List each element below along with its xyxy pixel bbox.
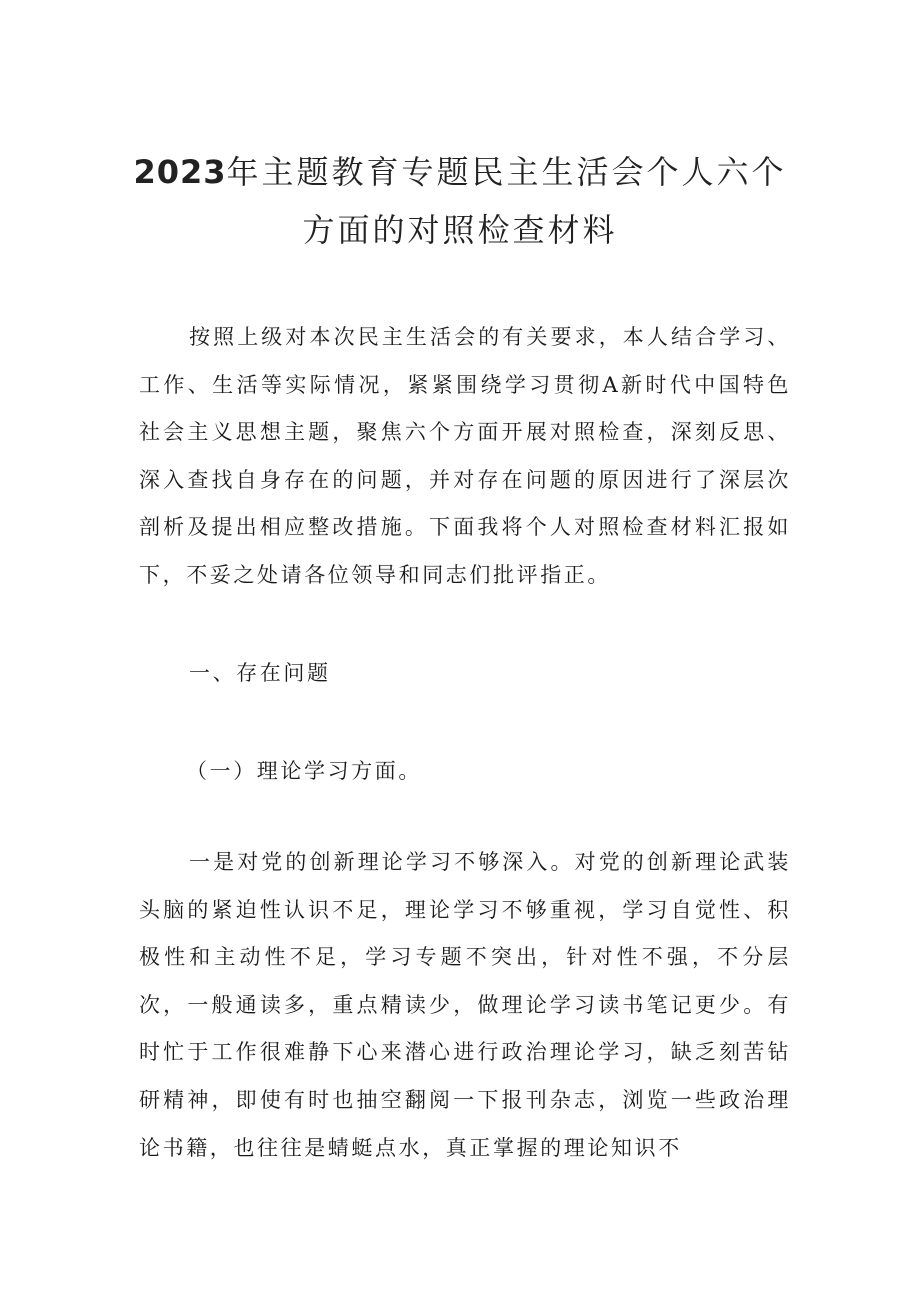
subsection-heading-theory: （一）理论学习方面。	[186, 759, 422, 783]
title-year: 2023	[133, 153, 227, 192]
document-title	[100, 143, 820, 259]
section-heading-problems: 一、存在问题	[189, 661, 331, 685]
intro-paragraph: 按照上级对本次民主生活会的有关要求，本人结合学习、工作、生活等实际情况，紧紧围绕学习贯彻A新时代中国特色社会主义思想主题，聚焦六个方面开展对照检查，深刻反思、深入查找自身存在的问题，并对存在问题的原因进行了深层次剖析及提出相应整改措施。下面我将个人对照检查材料汇报如下，不妥之处请各位领导和同志们批评指正。	[139, 325, 791, 587]
title-line1: 年主题教育专题民主生活会个人六个	[226, 153, 787, 192]
point-paragraph-1: 一是对党的创新理论学习不够深入。对党的创新理论武装头脑的紧迫性认识不足，理论学习不够重视，学习自觉性、积极性和主动性不足，学习专题不突出，针对性不强，不分层次，一般通读多，重点精读少，做理论学习读书笔记更少。有时忙于工作很难静下心来潜心进行政治理论学习，缺乏刻苦钻研精神，即使有时也抽空翻阅一下报刊杂志，浏览一些政治理论书籍，也往往是蜻蜓点水，真正掌握的理论知识不	[139, 850, 791, 1160]
title-line2: 方面的对照检查材料	[302, 211, 618, 250]
